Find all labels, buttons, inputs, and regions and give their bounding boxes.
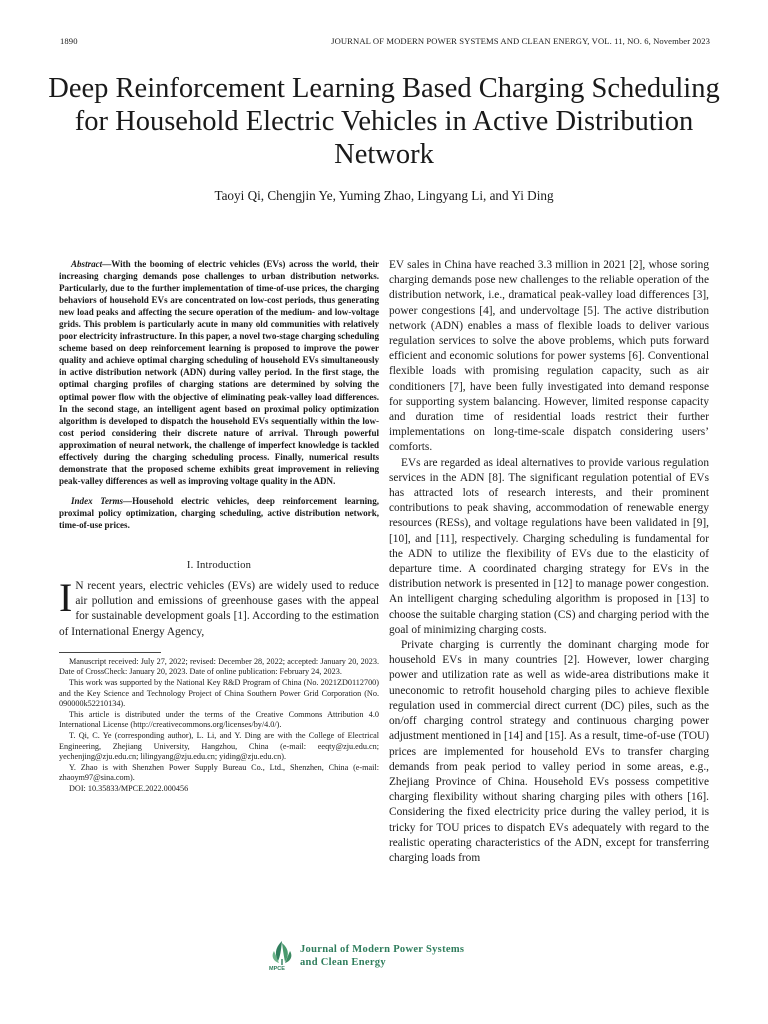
logo-abbreviation: MPCE [269,966,285,972]
footnote-manuscript: Manuscript received: July 27, 2022; revised: December 28, 2022; accepted: January 20, 2023. Date of CrossCheck: January 20, 2023. Date of online publication: February 24, 2023. [59,656,379,677]
index-terms-text: —Household electric vehicles, deep reinforcement learning, proximal policy optimization, charging scheduling, active distribution network, time-of-use prices. [59,495,379,530]
left-column [59,258,379,795]
body-paragraph: EV sales in China have reached 3.3 million in 2021 [2], whose soring charging demands pose new challenges to the reliable operation of the distribution network, i.e., dramatical peak-valley load differences [3], power congestions [4], and undervoltage [5]. The active distribution network (ADN) enables a mass of flexible loads to deliver various regulation services to solve the above problems, which puts forward efficient and economic solutions for power systems [6]. Conventional flexible loads with promising regulation capacity, such as air conditioners [7], have been fully investigated into demand response for supporting system balancing. However, limited response capacity and duration time of residential loads restrict their further implementations on long-time-scale dispatch considering users’ comforts. [389,259,709,454]
section-heading-introduction: I. Introduction [186,560,252,572]
footnote-funding: This work was supported by the National Key R&D Program of China (No. 2021ZD0112700) and the Key Science and Technology Project of China Southern Power Grid Corporation (No. 090000k52210134). [59,678,379,709]
footnote-affiliation-2: Y. Zhao is with Shenzhen Power Supply Bureau Co., Ltd., Shenzhen, China (e-mail: zhaoym97@sina.com). [59,762,379,783]
footnote-doi: DOI: 10.35833/MPCE.2022.000456 [69,783,189,793]
logo-line-1: Journal of Modern Power Systems [300,944,465,955]
page-number: 1890 [60,36,78,46]
abstract-label: Abstract [71,259,103,269]
body-paragraph: Private charging is currently the dominant charging mode for household EVs in many countries [2]. However, lower charging power and utilization rate as well as wide-area distributions make it uneconomic to retrofit household charging piles to achieve flexible regulation used in commercial direct current (DC) piles, such as the on/off charging control strategy and continuous charging power adjustment mentioned in [14] and [15]. As a result, time-of-use (TOU) prices are implemented for household EVs to transfer charging demands from peak period to valley period in some areas, e.g., Zhejiang Province of China. Household EVs possess competitive charging flexibility without sharing charging piles with others [16]. Considering the fixed electricity price during the valley period, it is tricky for TOU prices to dispatch EVs adequately with regard to the realistic operating characteristics of the ADN, except for transferring charging loads from [389,639,709,864]
drop-cap: I [59,575,73,621]
introduction-paragraph [59,575,379,640]
index-terms-label: Index Terms [71,495,124,506]
body-paragraph: EVs are regarded as ideal alternatives to provide various regulation services in the ADN [8]. The significant regulation potential of EVs has attracted lots of research interests, and their prominent contributions to peak shaving, accommodation of renewable energy resources (RESs), and voltage regulations have been validated in [9], [10], and [11], respectively. Charging scheduling is fundamental for the ADN to utilize the flexibility of EVs due to the elasticity of departure time. A coordinated charging strategy for EVs in the distribution network is presented in [12] to manage power congestion. An intelligent charging scheduling algorithm is proposed in [13] to choose the suitable charging station (CS) and charging period with the goal of minimizing charging costs. [389,456,709,636]
running-header: JOURNAL OF MODERN POWER SYSTEMS AND CLEAN ENERGY, VOL. 11, NO. 6, November 2023 [331,36,710,46]
introduction-text: N recent years, electric vehicles (EVs) are widely used to reduce air pollution and emissions of greenhouse gases with the appeal for sustainable development goals [1]. According to the estimation of International Energy Agency, [59,580,379,638]
abstract [59,258,379,487]
journal-logo [268,939,508,973]
logo-wordmark [300,943,464,969]
logo-line-2: and Clean Energy [300,957,386,968]
footnote-affiliation: T. Qi, C. Ye (corresponding author), L. Li, and Y. Ding are with the College of Electrical Engineering, Zhejiang University, Hangzhou, China (e-mail: eeqty@zju.edu.cn; yechenjing@zju.edu.cn; lilingyang@zju.edu.cn; yiding@zju.edu.cn). [59,731,379,762]
index-terms [59,495,379,531]
author-list: Taoyi Qi, Chengjin Ye, Yuming Zhao, Lingyang Li, and Yi Ding [214,188,554,203]
footnote-license: This article is distributed under the terms of the Creative Commons Attribution 4.0 International License (http://creativecommons.org/licenses/by/4.0/). [59,709,379,730]
right-column [389,258,709,866]
paper-title: Deep Reinforcement Learning Based Charging Scheduling for Household Electric Vehicles in Active Distribution Network [48,73,720,170]
abstract-text: —With the booming of electric vehicles (EVs) across the world, their increasing charging demands pose challenges to urban distribution networks. Particularly, due to the further implementation of time-of-use prices, the charging behaviors of household EVs are concentrated on low-cost periods, thus generating new load peaks and affecting the secure operation of the medium- and low-voltage grids. This problem is particularly acute in many old communities with relatively poor electricity infrastructure. In this paper, a novel two-stage charging scheduling scheme based on deep reinforcement learning is proposed to improve the power quality and achieve optimal charging scheduling of household EVs simultaneously in active distribution network (ADN) during valley period. In the first stage, the optimal charging profiles of charging stations are determined by solving the optimal power flow with the objective of eliminating peak-valley load differences. In the second stage, an intelligent agent based on proximal policy optimization algorithm is developed to dispatch the household EVs sequentially within the low-cost period considering their discrete nature of arrival. Through powerful approximation of neural network, the challenge of imperfect knowledge is tackled effectively during the charging scheduling process. Finally, numerical results demonstrate that the proposed scheme exhibits great improvement in relieving peak-valley differences as well as improving voltage quality in the ADN. [59,259,379,486]
footnote-divider [59,652,161,653]
